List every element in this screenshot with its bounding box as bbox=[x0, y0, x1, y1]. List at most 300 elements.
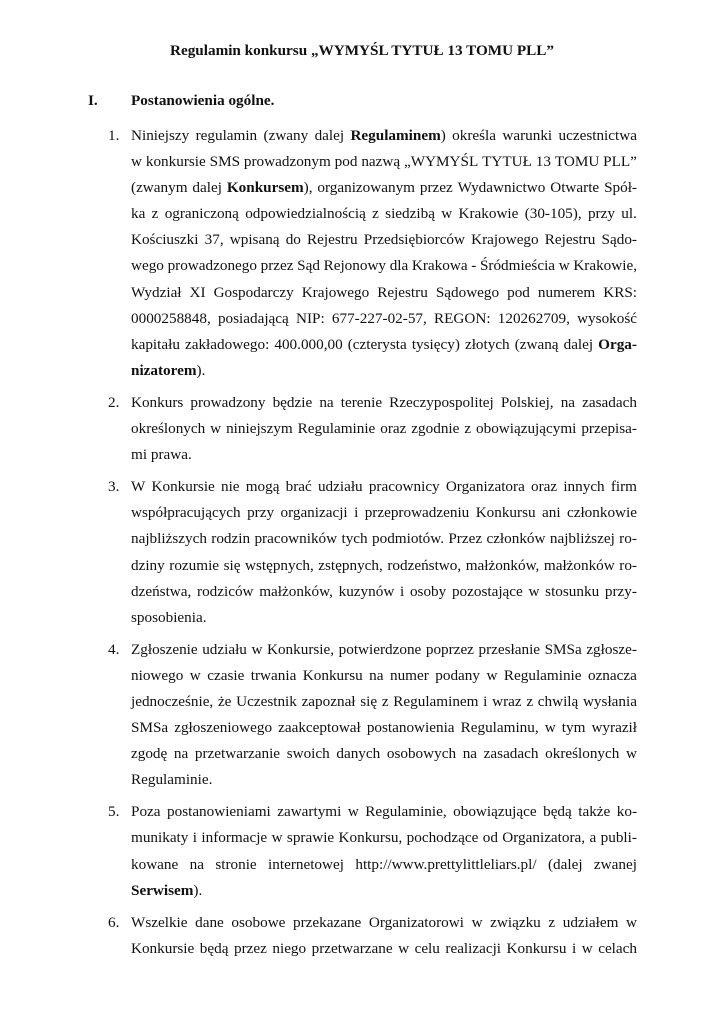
text-run: REGON: bbox=[434, 309, 491, 327]
text-run: firm bbox=[610, 478, 637, 496]
text-run: Rejestru bbox=[377, 283, 428, 301]
word bbox=[131, 910, 188, 936]
text-line bbox=[131, 852, 637, 878]
word bbox=[528, 579, 539, 605]
text-run: obowiązujące bbox=[453, 803, 537, 821]
word bbox=[445, 936, 501, 962]
word bbox=[486, 663, 497, 689]
text-run: KRS: bbox=[603, 283, 637, 301]
word bbox=[131, 442, 151, 468]
text-run: na bbox=[189, 855, 204, 873]
text-run: 0000258848, bbox=[131, 309, 211, 327]
text-run: ( bbox=[131, 179, 137, 197]
text-run: na bbox=[462, 745, 478, 763]
text-run: przy bbox=[587, 205, 615, 223]
text-run: (czterysta bbox=[347, 335, 407, 353]
text-run: zasadach bbox=[483, 745, 539, 763]
text-run: 120262709, bbox=[497, 309, 570, 327]
text-run: a bbox=[589, 829, 597, 847]
text-line bbox=[131, 910, 637, 936]
word bbox=[507, 936, 567, 962]
text-run: - bbox=[471, 257, 477, 275]
word bbox=[544, 553, 615, 579]
text-run: członków bbox=[486, 530, 546, 548]
word bbox=[336, 741, 380, 767]
word bbox=[420, 175, 453, 201]
word bbox=[365, 500, 470, 526]
word bbox=[415, 936, 440, 962]
text-run: zgłosze- bbox=[586, 640, 637, 658]
word bbox=[218, 689, 231, 715]
text-run: na bbox=[173, 745, 189, 763]
text-line bbox=[131, 149, 637, 175]
text-run: przepisa- bbox=[581, 420, 637, 438]
word bbox=[354, 500, 358, 526]
word bbox=[190, 280, 206, 306]
word bbox=[369, 474, 440, 500]
word bbox=[236, 689, 297, 715]
text-run: i bbox=[571, 939, 577, 957]
text-run: Uczestnik bbox=[236, 692, 297, 710]
word bbox=[205, 227, 224, 253]
text-run: realizacji bbox=[445, 939, 502, 957]
bold-term: nizatorem bbox=[131, 361, 197, 379]
word bbox=[312, 936, 393, 962]
word bbox=[131, 149, 142, 175]
text-run: organizowanym bbox=[317, 179, 415, 197]
text-run: określonych bbox=[545, 745, 620, 763]
text-run: postanowienia bbox=[366, 719, 455, 737]
word bbox=[131, 689, 213, 715]
text-run: nie bbox=[220, 478, 240, 496]
text-run: osoby bbox=[409, 582, 447, 600]
word bbox=[131, 474, 145, 500]
text-run: Konkursie, bbox=[267, 640, 335, 658]
word bbox=[393, 689, 478, 715]
text-run: prowadzonym bbox=[243, 153, 331, 171]
text-run: Krakowa bbox=[411, 257, 468, 275]
text-line bbox=[131, 637, 637, 663]
text-run: zgłoszeniowego bbox=[174, 719, 273, 737]
word bbox=[174, 741, 188, 767]
word bbox=[619, 526, 637, 552]
word bbox=[302, 689, 356, 715]
bold-term: Regulaminem bbox=[350, 127, 441, 144]
word bbox=[245, 553, 314, 579]
word bbox=[196, 123, 258, 149]
text-run: zwanym bbox=[136, 179, 188, 197]
text-run: w bbox=[626, 913, 637, 931]
word bbox=[545, 741, 619, 767]
text-run: Krakowie bbox=[458, 205, 519, 223]
word bbox=[277, 799, 341, 825]
text-run: przy bbox=[247, 504, 275, 522]
text-run: tych bbox=[341, 530, 368, 548]
text-line bbox=[131, 227, 637, 253]
text-run: w bbox=[251, 640, 263, 658]
word bbox=[578, 799, 610, 825]
text-run: innych bbox=[563, 478, 605, 496]
text-run: odpowiedzialnością bbox=[245, 205, 366, 223]
text-run: ka bbox=[131, 205, 146, 223]
text-run: oraz bbox=[380, 420, 407, 438]
list-item bbox=[108, 637, 637, 794]
word bbox=[350, 123, 445, 149]
word bbox=[471, 253, 476, 279]
text-run: http://www.prettylittleliars.pl/ bbox=[355, 855, 537, 873]
word bbox=[244, 149, 331, 175]
word bbox=[545, 579, 599, 605]
text-run: Konkursie bbox=[131, 939, 195, 957]
text-run: nazwą bbox=[361, 153, 401, 171]
word bbox=[525, 201, 582, 227]
text-run: pozostające bbox=[451, 582, 523, 600]
section-number: I. bbox=[88, 92, 98, 109]
word bbox=[377, 280, 428, 306]
text-run: na bbox=[319, 393, 334, 411]
word bbox=[459, 201, 519, 227]
word bbox=[559, 123, 637, 149]
word bbox=[603, 149, 637, 175]
text-run: w bbox=[441, 205, 453, 223]
word bbox=[545, 637, 582, 663]
word bbox=[483, 825, 498, 851]
word bbox=[318, 474, 363, 500]
word bbox=[286, 227, 301, 253]
text-run: zwanej bbox=[593, 855, 637, 873]
text-run: publi- bbox=[600, 829, 637, 847]
text-run: Sądo- bbox=[601, 231, 637, 249]
text-run: kuzynów bbox=[338, 582, 395, 600]
text-run: sposobienia. bbox=[131, 608, 207, 626]
word bbox=[543, 799, 572, 825]
word bbox=[594, 852, 637, 878]
word bbox=[201, 825, 267, 851]
text-run: SMSa bbox=[544, 640, 582, 658]
text-run: obowiązującymi bbox=[476, 420, 577, 438]
word bbox=[369, 663, 383, 689]
word bbox=[332, 306, 427, 332]
text-run: Konkurs bbox=[131, 393, 184, 411]
text-run: z bbox=[464, 420, 472, 438]
text-run: pod bbox=[507, 283, 530, 301]
word bbox=[573, 253, 637, 279]
word bbox=[387, 553, 461, 579]
text-run: stosunku bbox=[545, 582, 600, 600]
text-line bbox=[131, 799, 637, 825]
text-run: posiadającą bbox=[217, 309, 289, 327]
word bbox=[480, 253, 555, 279]
word bbox=[588, 663, 637, 689]
text-run: będzie bbox=[272, 393, 313, 411]
word bbox=[626, 910, 637, 936]
word bbox=[131, 825, 188, 851]
text-run: numer bbox=[389, 666, 429, 684]
list-item-number: 2. bbox=[108, 393, 120, 411]
word bbox=[152, 201, 159, 227]
text-run: Konkursu, bbox=[338, 829, 403, 847]
word bbox=[355, 852, 536, 878]
text-run: zgodę bbox=[131, 745, 168, 763]
text-run: dalej bbox=[563, 335, 594, 353]
text-run: małżonków, bbox=[465, 556, 540, 574]
text-line bbox=[131, 936, 637, 962]
word bbox=[165, 201, 239, 227]
text-run: w bbox=[486, 666, 498, 684]
word bbox=[563, 910, 619, 936]
text-run: XI bbox=[189, 283, 206, 301]
word bbox=[131, 663, 183, 689]
word bbox=[390, 663, 429, 689]
text-run: Sąd bbox=[297, 257, 320, 275]
text-run: Konkursu bbox=[302, 666, 363, 684]
list-item bbox=[108, 123, 637, 384]
word bbox=[621, 201, 637, 227]
text-run: Wszelkie bbox=[131, 913, 188, 931]
bold-term: Serwisem bbox=[131, 881, 194, 899]
text-run: udziału bbox=[317, 478, 363, 496]
word bbox=[131, 227, 199, 253]
text-run: ). bbox=[193, 881, 203, 899]
text-run: (dalej bbox=[547, 855, 583, 873]
word bbox=[254, 526, 337, 552]
text-run: od bbox=[482, 829, 498, 847]
text-line bbox=[131, 741, 637, 767]
word bbox=[498, 306, 570, 332]
text-line bbox=[131, 500, 637, 526]
text-run: na bbox=[369, 666, 384, 684]
text-run: w bbox=[626, 745, 637, 763]
text-run: przesłanie bbox=[478, 640, 541, 658]
word bbox=[131, 306, 211, 332]
word bbox=[202, 637, 247, 663]
word bbox=[131, 123, 189, 149]
word bbox=[131, 878, 202, 904]
word bbox=[372, 526, 444, 552]
word bbox=[190, 663, 201, 689]
word bbox=[278, 715, 361, 741]
word bbox=[152, 474, 215, 500]
text-run: 13 bbox=[535, 153, 551, 171]
text-run: oraz bbox=[531, 478, 558, 496]
text-run: Kościuszki bbox=[131, 231, 199, 249]
word bbox=[131, 253, 164, 279]
word bbox=[131, 332, 180, 358]
text-run: jednocześnie, bbox=[131, 692, 214, 710]
text-run: tysięcy) bbox=[411, 335, 460, 353]
word bbox=[453, 799, 537, 825]
bold-term: Orga- bbox=[598, 335, 637, 353]
word bbox=[131, 358, 205, 384]
text-run: informacje bbox=[201, 829, 268, 847]
word bbox=[588, 201, 615, 227]
text-run: się bbox=[223, 556, 241, 574]
word bbox=[490, 910, 541, 936]
word bbox=[582, 390, 637, 416]
word bbox=[372, 201, 379, 227]
word bbox=[465, 332, 510, 358]
word bbox=[185, 332, 269, 358]
word bbox=[619, 553, 637, 579]
word bbox=[307, 227, 358, 253]
text-run: najbliższej bbox=[549, 530, 615, 548]
text-run: SMSa bbox=[131, 719, 169, 737]
word bbox=[561, 390, 575, 416]
word bbox=[471, 227, 538, 253]
text-run: kowane bbox=[131, 855, 179, 873]
text-run: Śródmieścia bbox=[479, 257, 556, 275]
word bbox=[315, 123, 345, 149]
word bbox=[572, 936, 576, 962]
text-run: ko- bbox=[616, 803, 637, 821]
text-run: Regulaminu, bbox=[460, 719, 539, 737]
text-run: Rejonowy bbox=[323, 257, 387, 275]
word bbox=[195, 910, 224, 936]
text-run: dalej bbox=[192, 179, 222, 197]
word bbox=[452, 123, 496, 149]
text-run: na bbox=[560, 393, 576, 411]
word bbox=[234, 936, 267, 962]
list-item bbox=[108, 910, 637, 962]
text-line bbox=[131, 605, 637, 631]
text-run: w bbox=[189, 666, 201, 684]
text-run: zapoznał bbox=[301, 692, 356, 710]
text-line bbox=[131, 715, 637, 741]
text-run: dzeństwa, bbox=[131, 582, 192, 600]
text-run: postanowieniami bbox=[167, 803, 271, 821]
word bbox=[589, 825, 596, 851]
word bbox=[507, 280, 530, 306]
word bbox=[390, 253, 409, 279]
text-line bbox=[131, 358, 637, 384]
text-run: niowego bbox=[131, 666, 184, 684]
text-run: najbliższych bbox=[131, 530, 207, 548]
word bbox=[318, 553, 383, 579]
word bbox=[224, 553, 241, 579]
word bbox=[348, 799, 359, 825]
text-run: wyraził bbox=[591, 719, 637, 737]
text-run: regulamin bbox=[195, 127, 258, 144]
text-run: Organizatora bbox=[445, 478, 525, 496]
word bbox=[190, 390, 265, 416]
word bbox=[296, 306, 325, 332]
text-run: z bbox=[548, 913, 556, 931]
word bbox=[230, 227, 280, 253]
word bbox=[461, 715, 539, 741]
text-run: (30-105), bbox=[524, 205, 582, 223]
word bbox=[339, 579, 395, 605]
text-line bbox=[131, 201, 637, 227]
text-run: Regulaminie. bbox=[131, 771, 213, 789]
word bbox=[259, 579, 333, 605]
text-run: Konkursie bbox=[151, 478, 215, 496]
list-item bbox=[108, 799, 637, 903]
word bbox=[169, 553, 219, 579]
word bbox=[131, 936, 194, 962]
text-run: ro- bbox=[619, 530, 637, 548]
word bbox=[131, 799, 161, 825]
word bbox=[476, 500, 536, 526]
text-run: ani bbox=[542, 504, 561, 522]
word bbox=[411, 416, 459, 442]
word bbox=[586, 637, 637, 663]
text-run: z bbox=[381, 692, 389, 710]
word bbox=[168, 253, 257, 279]
word bbox=[466, 553, 540, 579]
text-run: przetwarzane bbox=[311, 939, 393, 957]
text-run: w bbox=[471, 913, 483, 931]
text-run: warunki bbox=[502, 127, 553, 144]
word bbox=[484, 741, 539, 767]
text-run: sprawie bbox=[286, 829, 335, 847]
text-run: przy- bbox=[604, 582, 637, 600]
text-run: przez bbox=[233, 939, 267, 957]
word bbox=[412, 332, 460, 358]
word bbox=[605, 579, 637, 605]
text-run: z bbox=[151, 205, 159, 223]
word bbox=[272, 825, 283, 851]
section-title: Postanowienia ogólne. bbox=[131, 92, 275, 109]
word bbox=[264, 123, 309, 149]
text-run: SMS bbox=[209, 153, 241, 171]
text-run: prowadzonego bbox=[167, 257, 257, 275]
word bbox=[434, 306, 491, 332]
text-run: będą bbox=[543, 803, 572, 821]
text-run: czasie bbox=[207, 666, 245, 684]
text-run: w bbox=[528, 582, 540, 600]
text-run: celach bbox=[598, 939, 637, 957]
text-run: (zwaną bbox=[514, 335, 559, 353]
word bbox=[339, 825, 403, 851]
text-run: Sądowego bbox=[435, 283, 500, 301]
text-run: wysłania bbox=[582, 692, 637, 710]
text-run: zakładowego: bbox=[184, 335, 270, 353]
text-run: dla bbox=[389, 257, 409, 275]
text-run: poprzez bbox=[425, 640, 474, 658]
text-run: wego bbox=[131, 257, 164, 275]
word bbox=[298, 416, 376, 442]
word bbox=[195, 741, 280, 767]
text-run: w bbox=[210, 420, 222, 438]
word bbox=[602, 227, 637, 253]
text-run: (zwany bbox=[263, 127, 309, 144]
text-run: ro- bbox=[619, 556, 637, 574]
word bbox=[131, 201, 145, 227]
word bbox=[293, 910, 361, 936]
word bbox=[131, 741, 167, 767]
list-item-number: 3. bbox=[108, 478, 120, 496]
word bbox=[210, 416, 221, 442]
word bbox=[555, 149, 599, 175]
word bbox=[436, 280, 499, 306]
text-line bbox=[131, 123, 637, 149]
text-run: rozumie bbox=[169, 556, 220, 574]
text-run: rodzeństwo, bbox=[387, 556, 462, 574]
word bbox=[502, 123, 552, 149]
word bbox=[367, 715, 455, 741]
word bbox=[146, 149, 206, 175]
word bbox=[348, 332, 407, 358]
text-run: Krajowego bbox=[471, 231, 539, 249]
word bbox=[407, 825, 479, 851]
text-run: ), bbox=[303, 179, 313, 197]
text-line bbox=[131, 474, 637, 500]
word bbox=[360, 689, 377, 715]
text-run: i bbox=[192, 829, 197, 847]
text-line bbox=[131, 825, 637, 851]
word bbox=[598, 332, 637, 358]
text-run: Gospodarczy bbox=[213, 283, 294, 301]
